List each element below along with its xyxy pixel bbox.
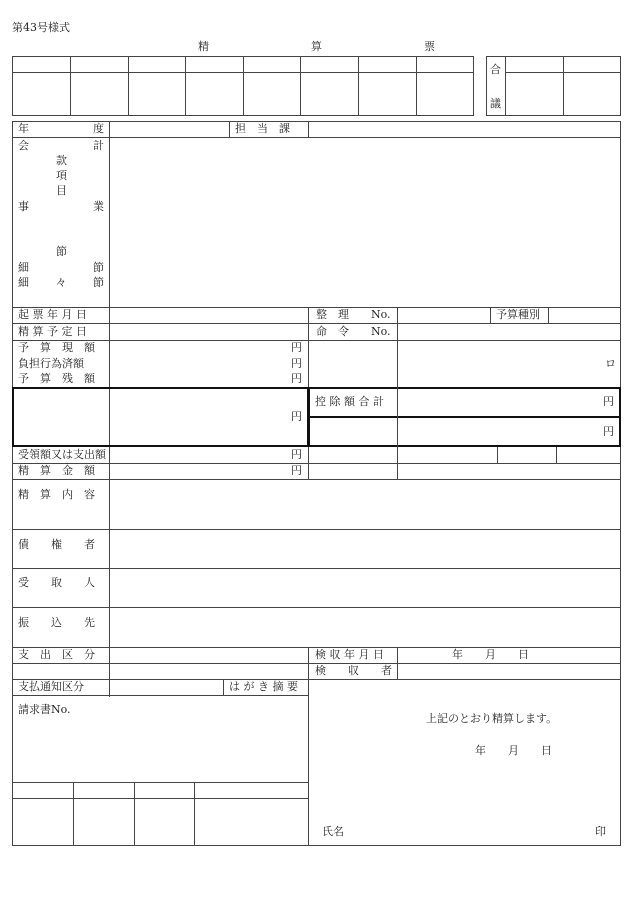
meirei-label: 命 令 bbox=[316, 325, 349, 338]
deduction-yen-left: 円 bbox=[291, 410, 302, 423]
payment-class-label: 支 出 区 分 bbox=[18, 648, 95, 661]
burden-done-yen: 円 bbox=[291, 357, 302, 370]
statement-date: 年 月 日 bbox=[475, 744, 552, 757]
inspect-date-label: 検 収 年 月 日 bbox=[315, 648, 384, 661]
settle-content-label: 精 算 内 容 bbox=[18, 488, 95, 501]
label-kan: 款 bbox=[56, 154, 67, 167]
deduction-left-box bbox=[12, 387, 309, 447]
budget-balance-label: 予 算 残 額 bbox=[18, 372, 95, 385]
label-saisaisetsu: 細 々 節 bbox=[18, 276, 104, 289]
ro-mark: ロ bbox=[605, 357, 616, 370]
settle-plan-label: 精 算 予 定 日 bbox=[18, 325, 87, 338]
form-number: 第43号様式 bbox=[12, 21, 70, 34]
budget-current-label: 予 算 現 額 bbox=[18, 341, 95, 354]
approval-box bbox=[486, 56, 621, 116]
creditor-label: 債 権 者 bbox=[18, 538, 95, 551]
burden-done-label: 負担行為済額 bbox=[18, 357, 84, 370]
label-kou: 項 bbox=[56, 169, 67, 182]
label-setsu: 節 bbox=[56, 245, 67, 258]
received-label: 受領額又は支出額 bbox=[18, 448, 106, 461]
deduction-yen-2: 円 bbox=[603, 425, 614, 438]
approval-label-1: 合 bbox=[490, 63, 501, 76]
name-label: 氏名 bbox=[322, 825, 344, 838]
label-saisetsu: 細 節 bbox=[18, 261, 104, 274]
inspector-label: 検 収 者 bbox=[315, 664, 392, 677]
label-kaikei: 会 計 bbox=[18, 139, 104, 152]
approval-label-2: 議 bbox=[490, 97, 501, 110]
received-yen: 円 bbox=[291, 448, 302, 461]
postcard-label: は が き 摘 要 bbox=[229, 680, 298, 693]
budget-current-yen: 円 bbox=[291, 341, 302, 354]
invoice-label: 請求書No. bbox=[18, 703, 71, 716]
meirei-no: No. bbox=[371, 325, 391, 338]
title-char-2: 算 bbox=[311, 40, 322, 53]
statement: 上記のとおり精算します。 bbox=[426, 712, 558, 725]
seiri-no: No. bbox=[371, 308, 391, 321]
label-jigyou: 事 業 bbox=[18, 200, 104, 213]
title-char-1: 精 bbox=[198, 40, 209, 53]
issue-date-label: 起 票 年 月 日 bbox=[18, 308, 87, 321]
seiri-label: 整 理 bbox=[316, 308, 349, 321]
budget-type-label: 予算種別 bbox=[496, 308, 540, 321]
deduction-yen-1: 円 bbox=[603, 395, 614, 408]
settle-amount-label: 精 算 金 額 bbox=[18, 464, 95, 477]
recipient-label: 受 取 人 bbox=[18, 576, 95, 589]
settle-amount-yen: 円 bbox=[291, 464, 302, 477]
inspect-date-value: 年 月 日 bbox=[452, 648, 529, 661]
transfer-label: 振 込 先 bbox=[18, 616, 95, 629]
label-moku: 目 bbox=[56, 184, 67, 197]
dept-label: 担 当 課 bbox=[235, 122, 290, 135]
year-label: 年 度 bbox=[18, 122, 104, 135]
seal-label: 印 bbox=[595, 825, 606, 838]
main-form bbox=[12, 121, 621, 846]
payment-notice-label: 支払通知区分 bbox=[18, 680, 84, 693]
title-char-3: 票 bbox=[424, 40, 435, 53]
budget-balance-yen: 円 bbox=[291, 372, 302, 385]
deduction-total-label: 控 除 額 合 計 bbox=[315, 395, 384, 408]
